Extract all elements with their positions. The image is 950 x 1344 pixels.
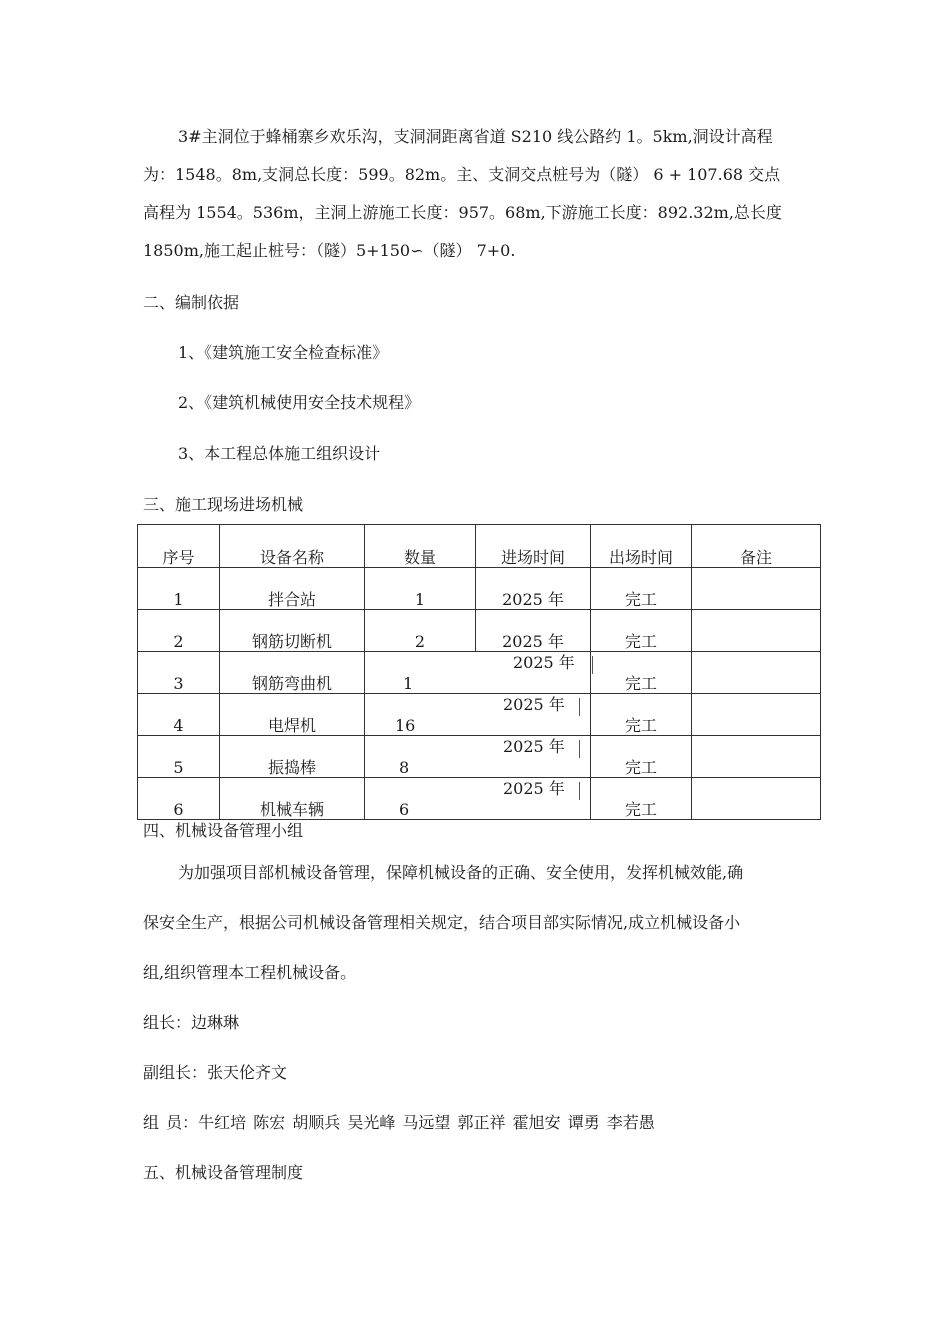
equipment-table (137, 524, 821, 820)
cell-out: 完工 (591, 778, 692, 820)
cell-out: 完工 (591, 736, 692, 778)
cell-qty: 2 (365, 610, 476, 652)
cell-no: 2 (138, 610, 220, 652)
table-row (138, 736, 821, 778)
cell-qty: 16 (395, 716, 416, 735)
cell-divider (579, 782, 580, 800)
group-leader: 组长：边琳琳 (143, 1013, 240, 1032)
cell-divider (579, 740, 580, 758)
section-5-heading: 五、机械设备管理制度 (143, 1163, 304, 1182)
cell-note (692, 610, 821, 652)
section-2-heading: 二、编制依据 (143, 293, 240, 312)
cell-in: 2025 年 (476, 610, 591, 652)
header-out: 出场时间 (591, 525, 692, 568)
header-in: 进场时间 (476, 525, 591, 568)
table-row (138, 568, 821, 610)
cell-in: 2025 年 (476, 568, 591, 610)
cell-name: 机械车辆 (220, 778, 365, 820)
cell-qty-in-merged (365, 652, 591, 694)
table-header-row (138, 525, 821, 568)
cell-no: 3 (138, 652, 220, 694)
cell-out: 完工 (591, 568, 692, 610)
cell-out: 完工 (591, 610, 692, 652)
cell-out: 完工 (591, 652, 692, 694)
cell-in: 2025 年 (503, 695, 565, 714)
cell-name: 振捣棒 (220, 736, 365, 778)
section-4-para-line-3: 组,组织管理本工程机械设备。 (143, 963, 357, 982)
cell-no: 1 (138, 568, 220, 610)
cell-note (692, 568, 821, 610)
cell-qty: 8 (399, 758, 410, 777)
cell-qty: 1 (365, 568, 476, 610)
cell-qty: 1 (403, 674, 414, 693)
cell-name: 钢筋切断机 (220, 610, 365, 652)
intro-line-4: 1850m,施工起止桩号：（隧）5+150∽（隧） 7+0. (143, 241, 516, 260)
cell-name: 拌合站 (220, 568, 365, 610)
header-qty: 数量 (365, 525, 476, 568)
cell-note (692, 694, 821, 736)
cell-in: 2025 年 (503, 737, 565, 756)
cell-no: 4 (138, 694, 220, 736)
table-row (138, 610, 821, 652)
basis-item-2: 2、《建筑机械使用安全技术规程》 (178, 393, 421, 412)
intro-line-2: 为：1548。8m,支洞总长度：599。82m。主、支洞交点桩号为（隧） 6 + 107.68 交点 (143, 165, 781, 184)
cell-qty-in-merged (365, 694, 591, 736)
cell-note (692, 778, 821, 820)
table-row (138, 778, 821, 820)
table-row (138, 694, 821, 736)
header-note: 备注 (692, 525, 821, 568)
header-no: 序号 (138, 525, 220, 568)
intro-line-3: 高程为 1554。536m，主洞上游施工长度：957。68m,下游施工长度：892.32m,总长度 (143, 203, 782, 222)
group-members: 组 员：牛红培 陈宏 胡顺兵 吴光峰 马远望 郭正祥 霍旭安 谭勇 李若愚 (143, 1113, 655, 1132)
cell-note (692, 652, 821, 694)
cell-in: 2025 年 (513, 653, 575, 672)
cell-divider (579, 698, 580, 716)
cell-qty: 6 (399, 800, 410, 819)
basis-item-3: 3、本工程总体施工组织设计 (178, 444, 381, 463)
intro-line-1: 3#主洞位于蜂桶寨乡欢乐沟，支洞洞距离省道 S210 线公路约 1。5km,洞设计高程 (178, 127, 773, 146)
group-deputy: 副组长：张天伦齐文 (143, 1063, 288, 1082)
section-4-para-line-1: 为加强项目部机械设备管理，保障机械设备的正确、安全使用，发挥机械效能,确 (178, 863, 744, 882)
section-4-para-line-2: 保安全生产，根据公司机械设备管理相关规定，结合项目部实际情况,成立机械设备小 (143, 913, 741, 932)
cell-name: 电焊机 (220, 694, 365, 736)
section-3-heading: 三、施工现场进场机械 (143, 495, 304, 514)
header-name: 设备名称 (220, 525, 365, 568)
basis-item-1: 1、《建筑施工安全检查标准》 (178, 343, 389, 362)
section-4-heading: 四、机械设备管理小组 (143, 821, 304, 840)
cell-in: 2025 年 (503, 779, 565, 798)
cell-qty-in-merged (365, 778, 591, 820)
cell-name: 钢筋弯曲机 (220, 652, 365, 694)
table-row (138, 652, 821, 694)
cell-out: 完工 (591, 694, 692, 736)
cell-qty-in-merged (365, 736, 591, 778)
cell-no: 6 (138, 778, 220, 820)
cell-no: 5 (138, 736, 220, 778)
cell-note (692, 736, 821, 778)
